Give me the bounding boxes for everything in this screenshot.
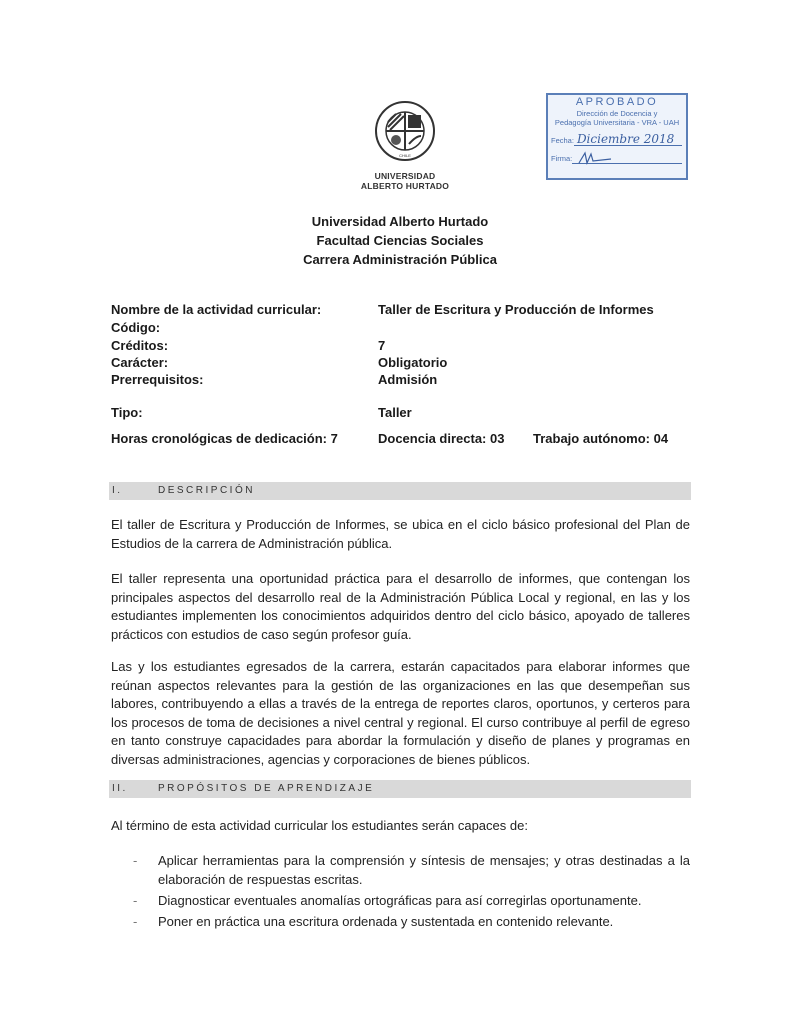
field-label-character: Carácter:: [111, 355, 169, 370]
hours-autonomous: Trabajo autónomo: 04: [533, 431, 669, 446]
stamp-line-1: Dirección de Docencia y: [576, 108, 658, 118]
stamp-signature-label: Firma:: [551, 154, 573, 163]
field-value-credits: 7: [378, 338, 386, 353]
bullet-marker: -: [133, 853, 138, 868]
hours-direct: Docencia directa: 03: [378, 431, 505, 446]
field-label-prerequisites: Prerrequisitos:: [111, 372, 204, 387]
paragraph: El taller de Escritura y Producción de Informes, se ubica en el ciclo básico profesional del Plan de Estudios de la carrera de Administración pública.: [111, 517, 690, 551]
logo-line-2: ALBERTO HURTADO: [360, 181, 450, 191]
paragraph: El taller representa una oportunidad práctica para el desarrollo de informes, que contengan los principales aspectos del desarrollo real de la Administración Pública Local y regional, en las y los estudiantes implementen los conocimientos adquiridos dentro del ciclo básico, apoyado de talleres prácticos con estudios de caso según profesor guía.: [111, 571, 690, 642]
university-seal-icon: [374, 100, 436, 162]
section-number: II.: [112, 783, 128, 794]
document-titles: [200, 212, 600, 269]
section-header-description: [109, 482, 691, 500]
title-career: Carrera Administración Pública: [303, 252, 497, 267]
title-university: Universidad Alberto Hurtado: [311, 214, 489, 229]
field-value-prerequisites: Admisión: [378, 372, 438, 387]
hours-total: Horas cronológicas de dedicación: 7: [111, 431, 338, 446]
section-header-purposes: [109, 780, 691, 798]
section-intro: Al término de esta actividad curricular los estudiantes serán capaces de:: [111, 818, 528, 833]
stamp-date-row: [548, 133, 686, 146]
seal-country: CHILE: [399, 153, 411, 158]
stamp-signature-row: [548, 151, 686, 164]
title-faculty: Facultad Ciencias Sociales: [316, 233, 484, 248]
stamp-line-2: Pedagogía Universitaria - VRA - UAH: [554, 118, 680, 127]
field-label-type: Tipo:: [111, 405, 143, 420]
approval-stamp: [546, 93, 688, 180]
bullet-marker: -: [133, 914, 138, 929]
section-title: PROPÓSITOS DE APRENDIZAJE: [158, 783, 375, 794]
field-value-type: Taller: [378, 405, 412, 420]
field-label-name: Nombre de la actividad curricular:: [111, 302, 322, 317]
paragraph: Las y los estudiantes egresados de la carrera, estarán capacitados para elaborar informes que reúnan aspectos relevantes para la gestión de las organizaciones en las que desempeñan sus labores, contribuyendo a ellas a través de la entrega de reportes claros, oportunos, y certeros para los procesos de toma de decisiones a nivel central y regional. El curso contribuye al perfil de egreso en tanto construye capacidades para abordar la formulación y diseño de planes y programas en diversas administraciones, agencias y corporaciones de bienes públicos.: [111, 659, 690, 767]
field-label-credits: Créditos:: [111, 338, 169, 353]
stamp-title: APROBADO: [575, 96, 659, 108]
stamp-date-label: Fecha:: [551, 136, 574, 145]
logo-line-1: UNIVERSIDAD: [374, 171, 436, 181]
bullet-marker: -: [133, 893, 138, 908]
section-title: DESCRIPCIÓN: [158, 485, 255, 496]
field-value-character: Obligatorio: [378, 355, 448, 370]
field-label-code: Código:: [111, 320, 161, 335]
stamp-date-value: Diciembre 2018: [574, 133, 682, 146]
list-item-text: Diagnosticar eventuales anomalías ortográficas para así corregirlas oportunamente.: [158, 893, 642, 908]
signature-icon: [575, 151, 615, 165]
field-value-name: Taller de Escritura y Producción de Informes: [378, 302, 654, 317]
university-logo: [355, 100, 455, 191]
section-number: I.: [112, 485, 123, 496]
list-item-text: Poner en práctica una escritura ordenada y sustentada en contenido relevante.: [158, 914, 614, 929]
list-item-text: Aplicar herramientas para la comprensión y síntesis de mensajes; y otras destinadas a la elaboración de respuestas escritas.: [158, 853, 690, 887]
stamp-signature-line: [572, 151, 682, 164]
